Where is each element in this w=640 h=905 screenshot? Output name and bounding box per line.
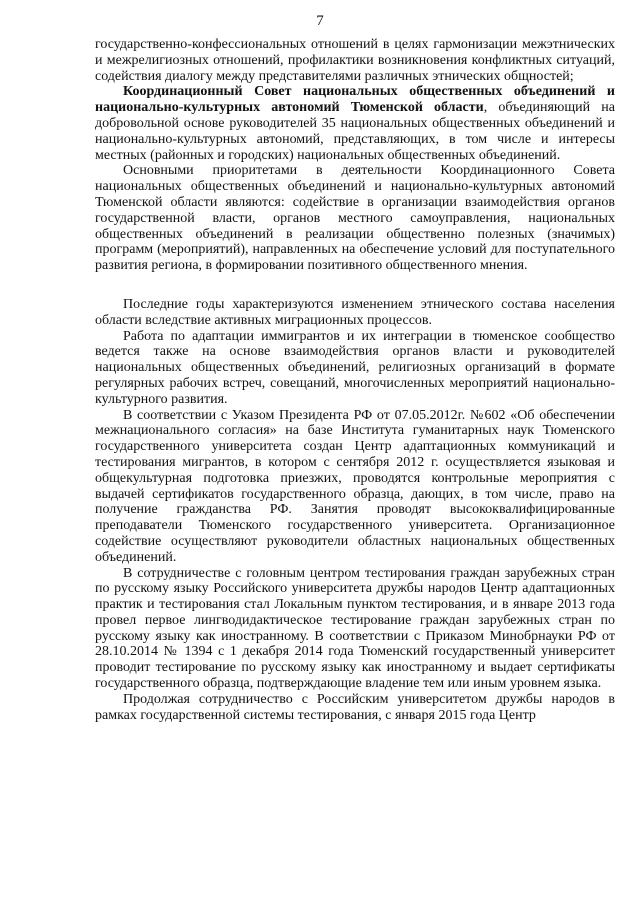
paragraph-presidential-decree	[95, 408, 615, 566]
paragraph-priorities	[95, 163, 615, 274]
paragraph-text: В соответствии с Указом Президента РФ от 07.05.2012г. №602 «Об обеспечении межнационального согласия» на базе Института гуманитарных наук Тюменского государственного университета создан Центр адаптационных коммуникаций и тестирования мигрантов, в котором с сентября 2012 г. осуществляется языковая и общекультурная подготовка приезжих, проводятся контрольные мероприятия с выдачей сертификатов государственного образца, дающих, в том числе, право на получение гражданства РФ. Занятия проводят высококвалифицированные преподаватели Тюменского государственного университета. Организационное содействие осуществляют руководители областных национальных общественных объединений.	[95, 407, 615, 565]
paragraph-testing-cooperation	[95, 566, 615, 692]
paragraph-bold-lead: Координационный Совет национальных общественных объединений и национально-культурных автономий Тюменской области	[95, 84, 615, 116]
paragraph-continued-cooperation	[95, 692, 615, 724]
paragraph-text: В сотрудничестве с головным центром тестирования граждан зарубежных стран по русскому языку Российского университета дружбы народов Центр адаптационных практик и тестирования стал Локальным пунктом тестирования, и в январе 2013 года провел первое лингводидактическое тестирование граждан зарубежных стран по русскому языку как иностранному. В соответствии с Приказом Минобрнауки РФ от 28.10.2014 № 1394 с 1 декабря 2014 года Тюменский государственный университет проводит тестирование по русскому языку как иностранному и выдает сертификаты государственного образца, подтверждающие владение тем или иным уровнем языка.	[95, 565, 615, 692]
paragraph-adaptation-work	[95, 329, 615, 408]
page-number: 7	[316, 13, 324, 29]
paragraph-gap	[95, 274, 615, 297]
document-body	[95, 37, 615, 723]
paragraph-migration-trend	[95, 297, 615, 329]
paragraph-text: Последние годы характеризуются изменением этнического состава населения области вследствие активных миграционных процессов.	[95, 296, 615, 328]
paragraph-text: , объединяющий на добровольной основе руководителей 35 национальных общественных объединений и национально-культурных автономий, представляющих, в том числе и интересы местных (районных и городских) национальных общественных объединений.	[95, 100, 615, 163]
paragraph-text: государственно-конфессиональных отношений в целях гармонизации межэтнических и межрелигиозных отношений, профилактики возникновения конфликтных ситуаций, содействия диалогу между представителями различных этнических общностей;	[95, 37, 615, 84]
paragraph-text: Основными приоритетами в деятельности Координационного Совета национальных общественных объединений и национально-культурных автономий Тюменской области являются: содействие в организации взаимодействия органов государственной власти, органов местного самоуправления, национальных общественных объединений в реализации общественно полезных (значимых) программ (мероприятий), направленных на обеспечение условий для поступательного развития региона, в формировании позитивного общественного мнения.	[95, 163, 615, 274]
paragraph-text: Продолжая сотрудничество с Российским университетом дружбы народов в рамках государственной системы тестирования, с января 2015 года Центр	[95, 691, 615, 723]
paragraph-coordination-council	[95, 84, 615, 163]
paragraph-text: Работа по адаптации иммигрантов и их интеграции в тюменское сообщество ведется также на основе взаимодействия органов власти и руководителей национальных общественных объединений, религиозных организаций в формате регулярных рабочих встреч, совещаний, многочисленных мероприятий национально-культурного развития.	[95, 328, 615, 407]
paragraph-continuation	[95, 37, 615, 84]
